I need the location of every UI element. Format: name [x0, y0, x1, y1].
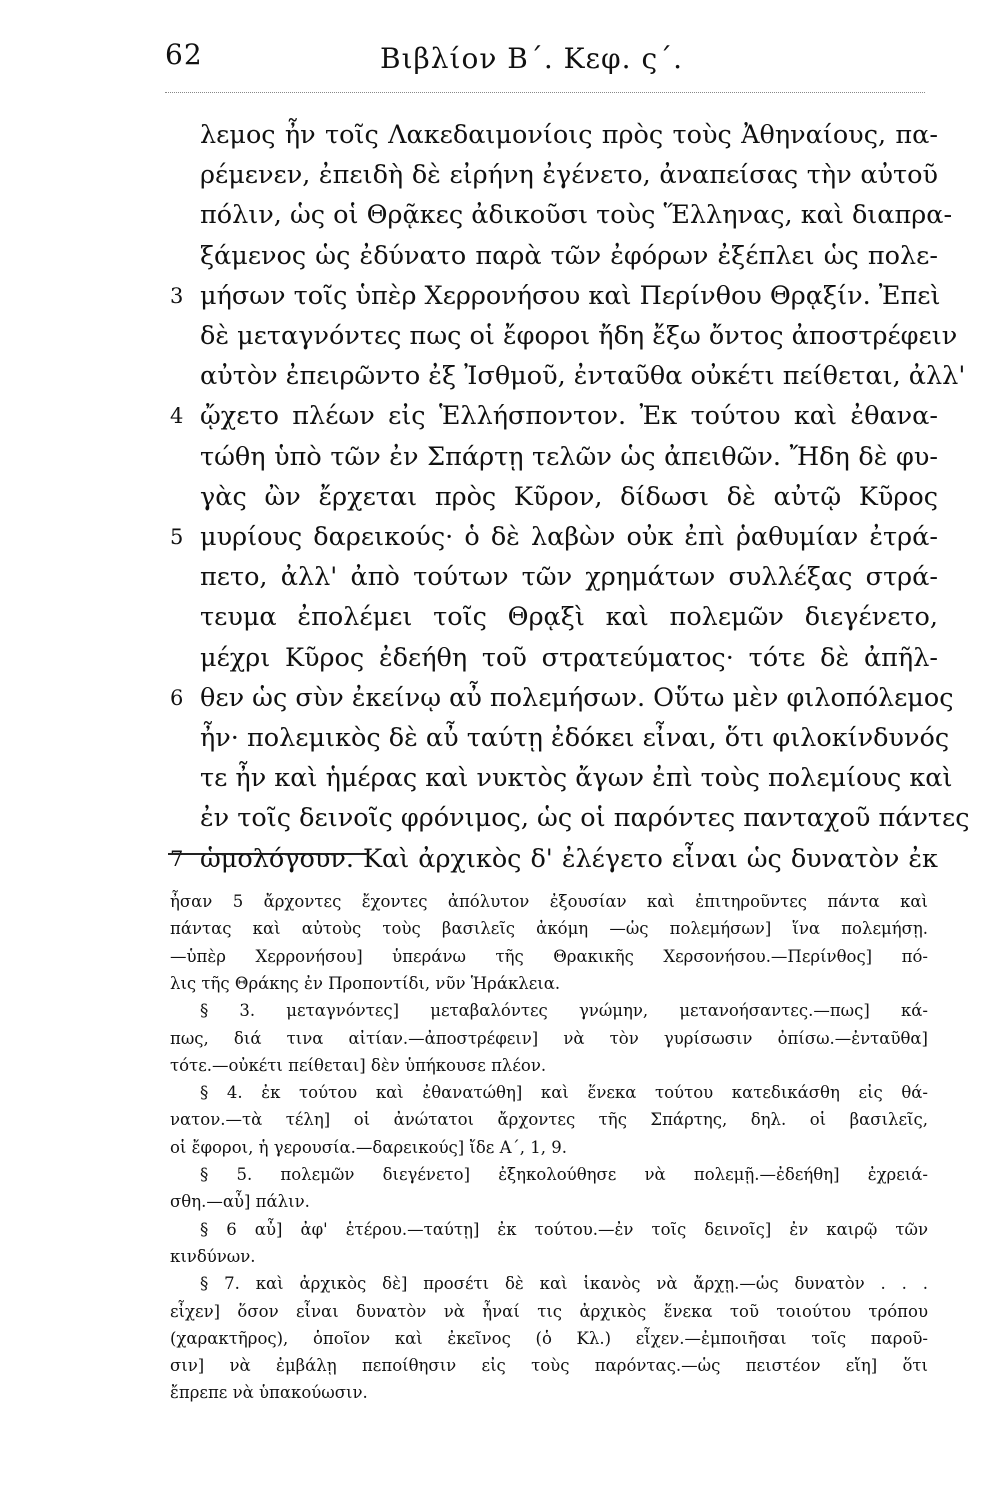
text-line: τευμα ἐπολέμει τοῖς Θρᾳξὶ καὶ πολεμῶν διεγένετο, — [200, 602, 938, 633]
note-line: ἔπρεπε νὰ ὑπακούωσιν. — [170, 1383, 368, 1403]
note-line: § 4. ἐκ τούτου καὶ ἐθανατώθη] καὶ ἕνεκα τούτου κατεδικάσθη εἰς θά- — [200, 1083, 928, 1103]
text-line: μυρίους δαρεικούς· ὁ δὲ λαβὼν οὐκ ἐπὶ ῥαθυμίαν ἐτρά- — [200, 522, 938, 552]
text-line: μέχρι Κῦρος ἐδεήθη τοῦ στρατεύματος· τότε δὲ ἀπῆλ- — [200, 642, 938, 673]
note-line: § 5. πολεμῶν διεγένετο] ἐξηκολούθησε νὰ πολεμῇ.—ἐδεήθη] ἐχρειά- — [200, 1165, 928, 1184]
text-line: γὰς ὢν ἔρχεται πρὸς Κῦρον, δίδωσι δὲ αὐτῷ Κῦρος — [200, 481, 938, 512]
section-number: 7 — [170, 846, 184, 871]
text-line: τε ἦν καὶ ἡμέρας καὶ νυκτὸς ἄγων ἐπὶ τοὺς πολεμίους καὶ — [200, 763, 953, 794]
note-line: εἶχεν] ὅσον εἶναι δυνατὸν νὰ ἦναί τις ἀρχικὸς ἕνεκα τοῦ τοιούτου τρόπου — [170, 1301, 928, 1321]
section-number: 5 — [170, 525, 184, 549]
text-line: λεμος ἦν τοῖς Λακεδαιμονίοις πρὸς τοὺς Ἀθηναίους, πα- — [200, 120, 938, 150]
note-line: σιν] νὰ ἐμβάλῃ πεποίθησιν εἰς τοὺς παρόντας.—ὡς πειστέον εἴη] ὅτι — [170, 1356, 928, 1376]
note-line: § 6 αὖ] ἀφ' ἑτέρου.—ταύτῃ] ἐκ τούτου.—ἐν τοῖς δεινοῖς] ἐν καιρῷ τῶν — [200, 1219, 928, 1239]
text-line: θεν ὡς σὺν ἐκείνῳ αὖ πολεμήσων. Οὕτω μὲν φιλοπόλεμος — [200, 682, 954, 713]
note-line: ἦσαν 5 ἄρχοντες ἔχοντες ἀπόλυτον ἐξουσίαν καὶ ἐπιτηροῦντες πάντα καὶ — [170, 892, 928, 911]
text-line: ὡμολόγουν. Καὶ ἀρχικὸς δ' ἐλέγετο εἶναι ὡς δυνατὸν ἐκ — [200, 843, 938, 874]
footnote-separator — [168, 853, 368, 855]
text-line: τώθη ὑπὸ τῶν ἐν Σπάρτῃ τελῶν ὡς ἀπειθῶν. Ἤδη δὲ φυ- — [200, 441, 938, 472]
note-line: κινδύνων. — [170, 1246, 256, 1266]
note-line: πως, διά τινα αἰτίαν.—ἀποστρέφειν] νὰ τὸν γυρίσωσιν ὀπίσω.—ἐνταῦθα] — [170, 1028, 928, 1048]
note-line: σθη.—αὖ] πάλιν. — [170, 1192, 310, 1212]
note-line: § 3. μεταγνόντες] μεταβαλόντες γνώμην, μετανοήσαντες.—πως] κά- — [200, 1001, 928, 1021]
text-line: ἐν τοῖς δεινοῖς φρόνιμος, ὡς οἱ παρόντες πανταχοῦ πάντες — [200, 803, 970, 834]
text-line: ᾤχετο πλέων εἰς Ἑλλήσποντον. Ἐκ τούτου καὶ ἐθανα- — [200, 401, 938, 432]
note-line: πάντας καὶ αὐτοὺς τοὺς βασιλεῖς ἀκόμη —ὡς πολεμήσων] ἵνα πολεμήσῃ. — [170, 919, 928, 939]
header-rule — [165, 92, 925, 93]
page-number: 62 — [165, 38, 203, 71]
text-line: ξάμενος ὡς ἐδύνατο παρὰ τῶν ἐφόρων ἐξέπλει ὡς πολε- — [200, 240, 938, 271]
text-line: ἦν· πολεμικὸς δὲ αὖ ταύτῃ ἐδόκει εἶναι, ὅτι φιλοκίνδυνός — [200, 723, 950, 753]
section-number: 6 — [170, 685, 184, 710]
text-line: αὐτὸν ἐπειρῶντο ἐξ Ἰσθμοῦ, ἐνταῦθα οὐκέτι πείθεται, ἀλλ' — [200, 361, 966, 392]
text-line: μήσων τοῖς ὑπὲρ Χερρονήσου καὶ Περίνθου Θρᾳξίν. Ἐπεὶ — [200, 280, 941, 311]
text-line: πετο, ἀλλ' ἀπὸ τούτων τῶν χρημάτων συλλέξας στρά- — [200, 562, 938, 593]
note-line: λις τῆς Θράκης ἐν Προποντίδι, νῦν Ἡράκλεια. — [170, 973, 561, 993]
note-line: —ὑπὲρ Χερρονήσου] ὑπεράνω τῆς Θρακικῆς Χερσονήσου.—Περίνθος] πό- — [170, 946, 928, 966]
note-line: οἱ ἔφοροι, ἡ γερουσία.—δαρεικούς] ἴδε Α΄, 1, 9. — [170, 1137, 567, 1157]
note-line: § 7. καὶ ἀρχικὸς δὲ] προσέτι δὲ καὶ ἱκανὸς νὰ ἄρχῃ.—ὡς δυνατὸν . . . — [200, 1274, 928, 1294]
note-line: νατον.—τὰ τέλη] οἱ ἀνώτατοι ἄρχοντες τῆς Σπάρτης, δηλ. οἱ βασιλεῖς, — [170, 1110, 928, 1130]
note-line: τότε.—οὐκέτι πείθεται] δὲν ὑπήκουσε πλέον. — [170, 1055, 547, 1075]
section-number: 3 — [170, 283, 184, 308]
text-line: ρέμενεν, ἐπειδὴ δὲ εἰρήνη ἐγένετο, ἀναπείσας τὴν αὐτοῦ — [200, 160, 938, 191]
text-line: δὲ μεταγνόντες πως οἱ ἔφοροι ἤδη ἔξω ὄντος ἀποστρέφειν — [200, 321, 958, 351]
running-head: Βιβλίον Β΄. Κεφ. ς΄. — [380, 42, 684, 75]
text-line: πόλιν, ὡς οἱ Θρᾷκες ἀδικοῦσι τοὺς Ἕλληνας, καὶ διαπρα- — [200, 200, 953, 231]
note-line: (χαρακτῆρος), ὁποῖον καὶ ἐκεῖνος (ὁ Κλ.) εἶχεν.—ἐμποιῆσαι τοῖς παροῦ- — [170, 1328, 928, 1348]
section-number: 4 — [170, 404, 184, 429]
